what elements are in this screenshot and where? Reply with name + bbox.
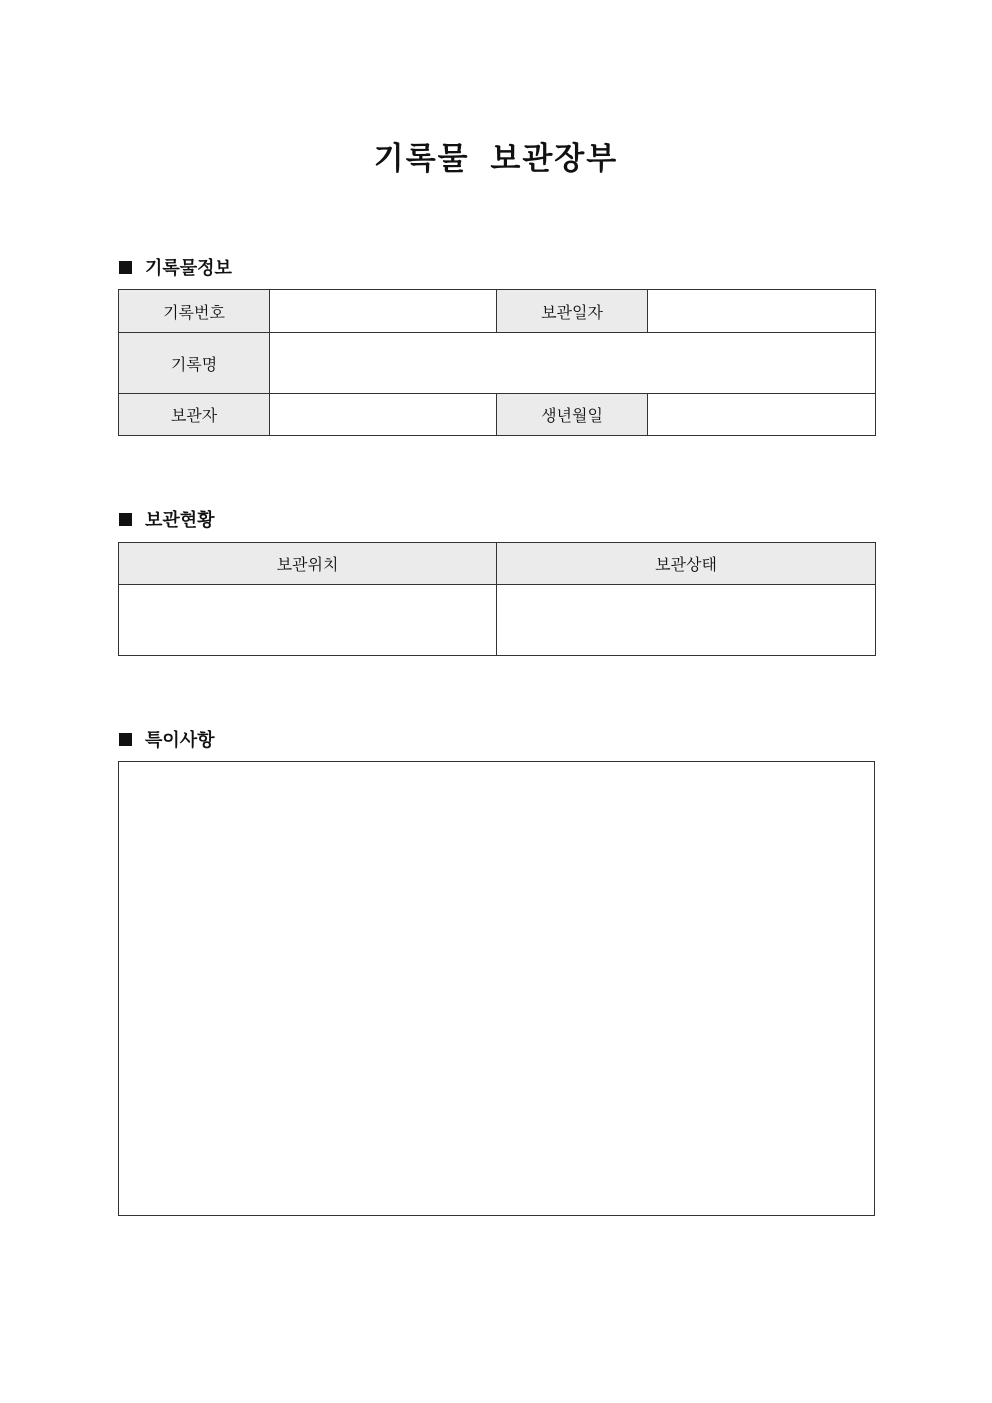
- custodian-label: 보관자: [119, 394, 270, 436]
- table-row: [119, 543, 876, 585]
- section-heading-label: 보관현황: [145, 510, 215, 531]
- record-number-field[interactable]: [270, 290, 497, 333]
- custodian-field[interactable]: [270, 394, 497, 436]
- square-bullet-icon: [119, 261, 132, 274]
- storage-location-field[interactable]: [119, 585, 497, 656]
- section-heading-label: 특이사항: [145, 730, 215, 751]
- section-heading-notes: [119, 726, 215, 752]
- storage-date-field[interactable]: [648, 290, 876, 333]
- record-info-table: [118, 289, 876, 436]
- record-number-label: 기록번호: [119, 290, 270, 333]
- square-bullet-icon: [119, 733, 132, 746]
- birth-date-field[interactable]: [648, 394, 876, 436]
- section-heading-record-info: [119, 254, 232, 280]
- table-row: [119, 290, 876, 333]
- table-row: [119, 333, 876, 394]
- storage-condition-field[interactable]: [497, 585, 876, 656]
- page-title: 기록물 보관장부: [373, 141, 619, 177]
- notes-field[interactable]: [118, 761, 875, 1216]
- storage-location-label: 보관위치: [119, 543, 497, 585]
- section-heading-storage-status: [119, 506, 215, 532]
- table-row: [119, 585, 876, 656]
- section-heading-label: 기록물정보: [145, 258, 232, 279]
- record-name-field[interactable]: [270, 333, 876, 394]
- square-bullet-icon: [119, 513, 132, 526]
- storage-status-table: [118, 542, 876, 656]
- storage-date-label: 보관일자: [497, 290, 648, 333]
- storage-condition-label: 보관상태: [497, 543, 876, 585]
- birth-date-label: 생년월일: [497, 394, 648, 436]
- record-name-label: 기록명: [119, 333, 270, 394]
- table-row: [119, 394, 876, 436]
